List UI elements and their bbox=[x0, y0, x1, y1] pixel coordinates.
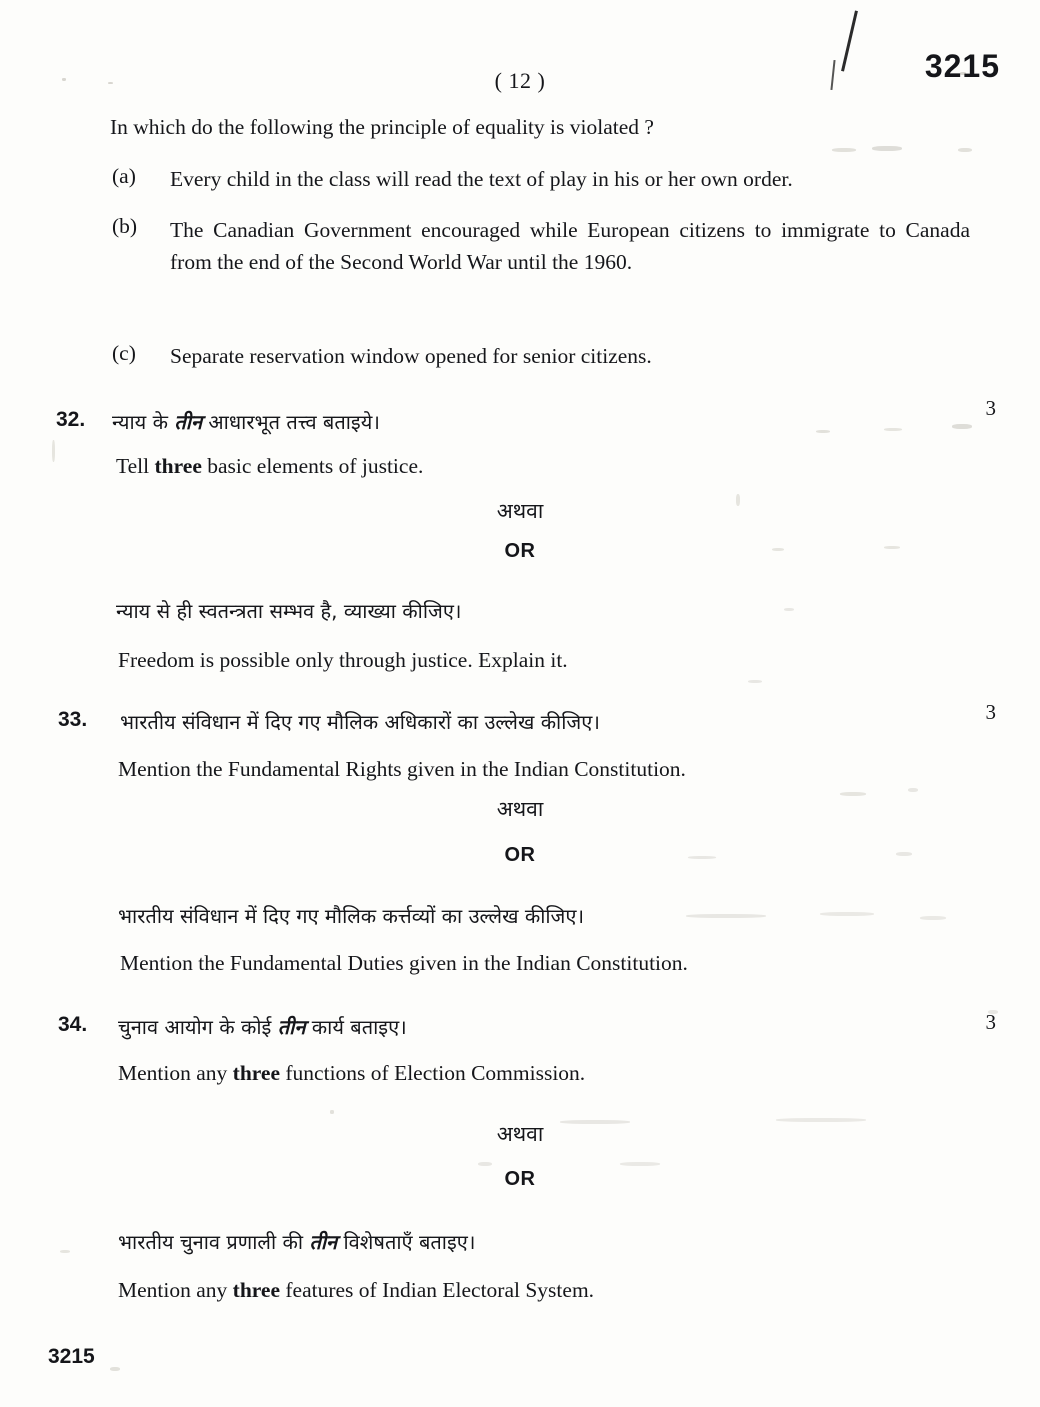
q33-alt-or-label: OR bbox=[504, 844, 536, 866]
q34-english-emphasis: three bbox=[232, 1061, 281, 1085]
q34-alt-english-emphasis: three bbox=[232, 1278, 281, 1302]
question-32-hindi bbox=[112, 408, 380, 436]
question-marks-32: 3 bbox=[985, 396, 996, 420]
q34-alt-english-post: features of Indian Electoral System. bbox=[280, 1278, 595, 1302]
question-number-32: 32. bbox=[56, 408, 86, 431]
question-marks-34: 3 bbox=[985, 1010, 996, 1034]
q34-alt-hindi-emphasis: तीन bbox=[309, 1230, 338, 1254]
scan-speck bbox=[820, 912, 874, 916]
scan-speck bbox=[816, 430, 830, 433]
q34-hindi-post: कार्य बताइए। bbox=[305, 1015, 407, 1039]
q34-english-post: functions of Election Commission. bbox=[280, 1061, 586, 1085]
option-label-b: (b) bbox=[112, 214, 138, 238]
q34-alt-hindi-post: विशेषताएँ बताइए। bbox=[337, 1230, 476, 1254]
q32-hindi-post: आधारभूत तत्त्व बताइये। bbox=[202, 410, 380, 434]
question-32-alt-hindi: न्याय से ही स्वतन्त्रता सम्भव है, व्याख्या कीजिए। bbox=[116, 599, 462, 623]
footer-paper-code: 3215 bbox=[48, 1345, 95, 1368]
option-label-c: (c) bbox=[112, 341, 136, 365]
carryover-question-stem: In which do the following the principle of equality is violated ? bbox=[110, 115, 654, 139]
question-34-english bbox=[118, 1058, 585, 1089]
q32-alt-hindi-label: अथवा bbox=[496, 499, 544, 523]
q34-english-pre: Mention any bbox=[118, 1061, 233, 1085]
scan-speck bbox=[784, 608, 794, 611]
question-number-34: 34. bbox=[58, 1013, 88, 1036]
scan-speck bbox=[620, 1162, 660, 1166]
page-number: ( 12 ) bbox=[494, 68, 546, 93]
paper-code: 3215 bbox=[924, 48, 1000, 84]
scan-speck bbox=[330, 1110, 334, 1114]
q34-hindi-emphasis: तीन bbox=[277, 1015, 306, 1039]
question-33-alt-english: Mention the Fundamental Duties given in the Indian Constitution. bbox=[120, 951, 688, 975]
option-text-c: Separate reservation window opened for senior citizens. bbox=[170, 344, 652, 368]
scan-speck bbox=[60, 1250, 70, 1253]
q33-alt-hindi-label: अथवा bbox=[496, 797, 544, 821]
scan-speck bbox=[110, 1367, 120, 1371]
option-text-b: The Canadian Government encouraged while European citizens to immigrate to Canada from the end of the Second World War until the 1960. bbox=[170, 218, 970, 275]
scan-speck bbox=[958, 148, 972, 152]
question-33-hindi: भारतीय संविधान में दिए गए मौलिक अधिकारों का उल्लेख कीजिए। bbox=[120, 710, 600, 734]
scan-speck bbox=[686, 914, 766, 918]
scan-speck bbox=[920, 916, 946, 920]
scan-speck bbox=[952, 424, 972, 429]
q34-alt-or-label: OR bbox=[504, 1168, 536, 1190]
q34-alt-hindi-label: अथवा bbox=[496, 1122, 544, 1146]
scan-speck bbox=[832, 148, 856, 152]
q34-hindi-pre: चुनाव आयोग के कोई bbox=[118, 1015, 278, 1039]
question-34-alt-english bbox=[118, 1275, 594, 1306]
q32-hindi-emphasis: तीन bbox=[174, 410, 203, 434]
q32-hindi-pre: न्याय के bbox=[112, 410, 175, 434]
q32-english-emphasis: three bbox=[154, 454, 202, 478]
option-text-a: Every child in the class will read the text of play in his or her own order. bbox=[170, 167, 793, 191]
scan-speck bbox=[52, 440, 55, 462]
q34-alt-english-pre: Mention any bbox=[118, 1278, 233, 1302]
q32-alt-or-label: OR bbox=[504, 540, 536, 562]
scan-speck bbox=[748, 680, 762, 683]
question-32-alt-english: Freedom is possible only through justice. Explain it. bbox=[118, 648, 568, 672]
q34-alt-hindi-pre: भारतीय चुनाव प्रणाली की bbox=[118, 1230, 310, 1254]
question-33-english: Mention the Fundamental Rights given in the Indian Constitution. bbox=[118, 757, 686, 781]
q32-english-pre: Tell bbox=[116, 454, 155, 478]
scan-speck bbox=[872, 146, 902, 151]
scan-speck bbox=[908, 788, 918, 792]
question-33-alt-hindi: भारतीय संविधान में दिए गए मौलिक कर्त्तव्यों का उल्लेख कीजिए। bbox=[118, 904, 585, 928]
scan-speck bbox=[884, 428, 902, 431]
question-marks-33: 3 bbox=[985, 700, 996, 724]
question-34-alt-hindi bbox=[118, 1228, 475, 1256]
q32-english-post: basic elements of justice. bbox=[201, 454, 424, 478]
question-32-english bbox=[116, 451, 423, 482]
option-label-a: (a) bbox=[112, 164, 136, 188]
question-number-33: 33. bbox=[58, 708, 88, 731]
question-34-hindi bbox=[118, 1013, 407, 1041]
scan-speck bbox=[478, 1162, 492, 1166]
